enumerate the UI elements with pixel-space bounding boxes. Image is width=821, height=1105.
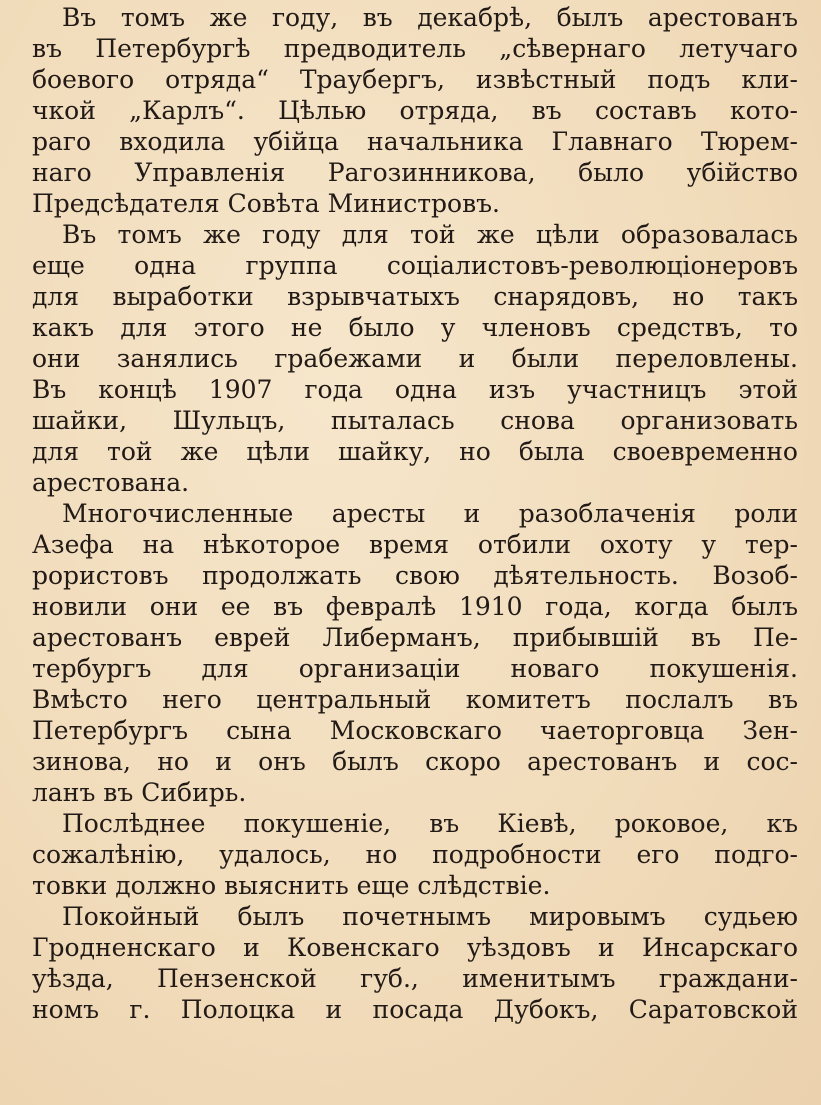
text-line: арестована. xyxy=(32,468,190,497)
text-line: чкой „Карлъ“. Цѣлью отряда, въ составъ кото- xyxy=(32,96,798,125)
text-line: Предсѣдателя Совѣта Министровъ. xyxy=(32,189,501,218)
text-line: боевого отряда“ Траубергъ, извѣстный подъ кли- xyxy=(32,65,798,94)
text-line: шайки, Шульцъ, пыталась снова организовать xyxy=(32,406,798,435)
text-line: еще одна группа соціалистовъ-революціонеровъ xyxy=(32,251,798,280)
text-line: для той же цѣли шайку, но была своевременно xyxy=(32,437,798,466)
text-line: наго Управленія Рагозинникова, было убійство xyxy=(32,158,798,187)
paragraph xyxy=(32,2,798,219)
text-line: тербургъ для организаціи новаго покушенія. xyxy=(32,654,798,683)
text-line: зинова, но и онъ былъ скоро арестованъ и сос- xyxy=(32,747,798,776)
text-line: Гродненскаго и Ковенскаго уѣздовъ и Инсарскаго xyxy=(32,933,798,962)
text-line: Вмѣсто него центральный комитетъ послалъ въ xyxy=(32,685,798,714)
text-line: новили они ее въ февралѣ 1910 года, когда былъ xyxy=(32,592,798,621)
text-line: ланъ въ Сибирь. xyxy=(32,778,247,807)
text-line: для выработки взрывчатыхъ снарядовъ, но такъ xyxy=(32,282,798,311)
article-text xyxy=(32,2,798,1025)
text-line: арестованъ еврей Либерманъ, прибывшій въ Пе- xyxy=(32,623,798,652)
text-line: Въ томъ же году, въ декабрѣ, былъ арестованъ xyxy=(62,3,798,32)
text-line: какъ для этого не было у членовъ средствъ, то xyxy=(32,313,798,342)
text-line: Въ томъ же году для той же цѣли образовалась xyxy=(62,220,798,249)
paragraph xyxy=(32,219,798,498)
text-line: они занялись грабежами и были переловлены. xyxy=(32,344,798,373)
text-line: Азефа на нѣкоторое время отбили охоту у тер- xyxy=(32,530,798,559)
text-line: Петербургъ сына Московскаго чаеторговца Зен- xyxy=(32,716,798,745)
text-line: товки должно выяснить еще слѣдствіе. xyxy=(32,871,551,900)
paragraph xyxy=(32,498,798,808)
text-line: номъ г. Полоцка и посада Дубокъ, Саратовской xyxy=(32,995,798,1024)
text-line: Въ концѣ 1907 года одна изъ участницъ этой xyxy=(32,375,798,404)
text-line: сожалѣнію, удалось, но подробности его подго- xyxy=(32,840,798,869)
text-line: Покойный былъ почетнымъ мировымъ судьею xyxy=(62,902,798,931)
text-line: рористовъ продолжать свою дѣятельность. Возоб- xyxy=(32,561,798,590)
paragraph xyxy=(32,901,798,1025)
text-line: раго входила убійца начальника Главнаго Тюрем- xyxy=(32,127,798,156)
text-line: Послѣднее покушеніе, въ Кіевѣ, роковое, къ xyxy=(62,809,798,838)
text-line: уѣзда, Пензенской губ., именитымъ граждани- xyxy=(32,964,798,993)
text-line: въ Петербургѣ предводитель „сѣвернаго летучаго xyxy=(32,34,798,63)
text-line: Многочисленные аресты и разоблаченія роли xyxy=(62,499,798,528)
paragraph xyxy=(32,808,798,901)
